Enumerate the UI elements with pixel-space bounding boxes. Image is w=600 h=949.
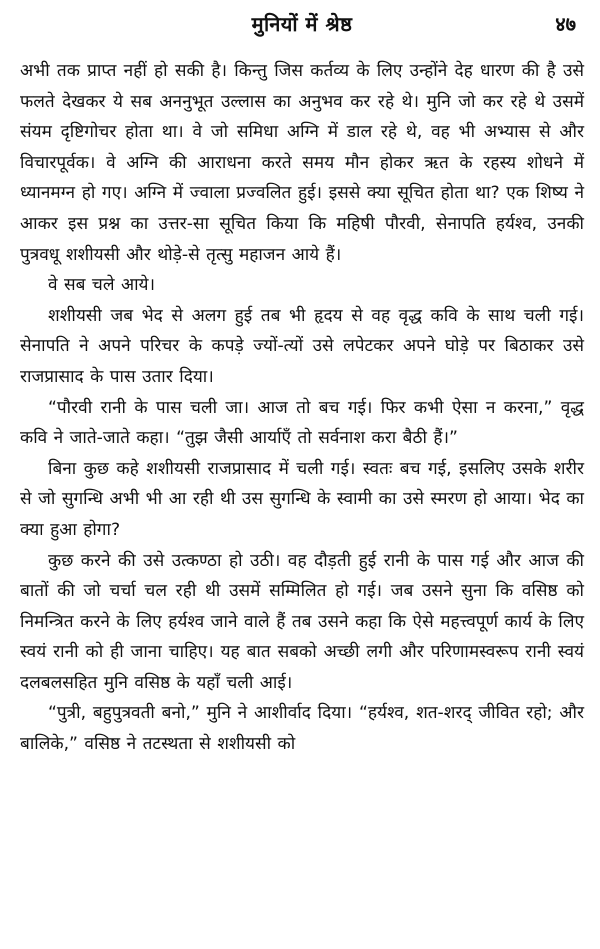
- page-number: ४७: [555, 12, 576, 36]
- paragraph: “पुत्री, बहुपुत्रवती बनो,” मुनि ने आशीर्वाद दिया। “हर्यश्व, शत-शरद् जीवित रहो; और बालिके,” वसिष्ठ ने तटस्थता से शशीयसी को: [20, 703, 584, 755]
- paragraph: बिना कुछ कहे शशीयसी राजप्रासाद में चली गई। स्वतः बच गई, इसलिए उसके शरीर से जो सुगन्धि अभी भी आ रही थी उस सुगन्धि के स्वामी का उसे स्मरण हो आया। भेद का क्या हुआ होगा?: [20, 458, 584, 540]
- paragraph: वे सब चले आये।: [48, 275, 155, 296]
- running-title: मुनियों में श्रेष्ठ: [251, 12, 353, 36]
- paragraph: शशीयसी जब भेद से अलग हुई तब भी हृदय से वह वृद्ध कवि के साथ चली गई। सेनापति ने अपने परिचर के कपड़े ज्यों-त्यों उसे लपेटकर अपने घोड़े पर बिठाकर उसे राजप्रासाद के पास उतार दिया।: [20, 305, 584, 387]
- body-text: [20, 56, 584, 760]
- page-header: [20, 6, 584, 56]
- paragraph: “पौरवी रानी के पास चली जा। आज तो बच गई। फिर कभी ऐसा न करना,” वृद्ध कवि ने जाते-जाते कहा। “तुझ जैसी आर्याएँ तो सर्वनाश करा बैठी हैं।”: [20, 397, 584, 449]
- paragraph-continuation: अभी तक प्राप्त नहीं हो सकी है। किन्तु जिस कर्तव्य के लिए उन्होंने देह धारण की है उसे फलते देखकर ये सब अननुभूत उल्लास का अनुभव कर रहे थे। मुनि जो कर रहे थे उसमें संयम दृष्टिगोचर होता था। वे जो समिधा अग्नि में डाल रहे थे, वह भी अभ्यास से और विचारपूर्वक। वे अग्नि की आराधना करते समय मौन होकर ऋत के रहस्य शोधने में ध्यानमग्न हो गए। अग्नि में ज्वाला प्रज्वलित हुई। इससे क्या सूचित होता था? एक शिष्य ने आकर इस प्रश्न का उत्तर-सा सूचित किया कि महिषी पौरवी, सेनापति हर्यश्व, उनकी पुत्रवधू शशीयसी और थोड़े-से तृत्सु महाजन आये हैं।: [20, 61, 584, 265]
- paragraph: कुछ करने की उसे उत्कण्ठा हो उठी। वह दौड़ती हुई रानी के पास गई और आज की बातों की जो चर्चा चल रही थी उसमें सम्मिलित हो गई। जब उसने सुना कि वसिष्ठ को निमन्त्रित करने के लिए हर्यश्व जाने वाले हैं तब उसने कहा कि ऐसे महत्त्वपूर्ण कार्य के लिए स्वयं रानी को ही जाना चाहिए। यह बात सबको अच्छी लगी और परिणामस्वरूप रानी स्वयं दलबलसहित मुनि वसिष्ठ के यहाँ चली आई।: [20, 550, 584, 693]
